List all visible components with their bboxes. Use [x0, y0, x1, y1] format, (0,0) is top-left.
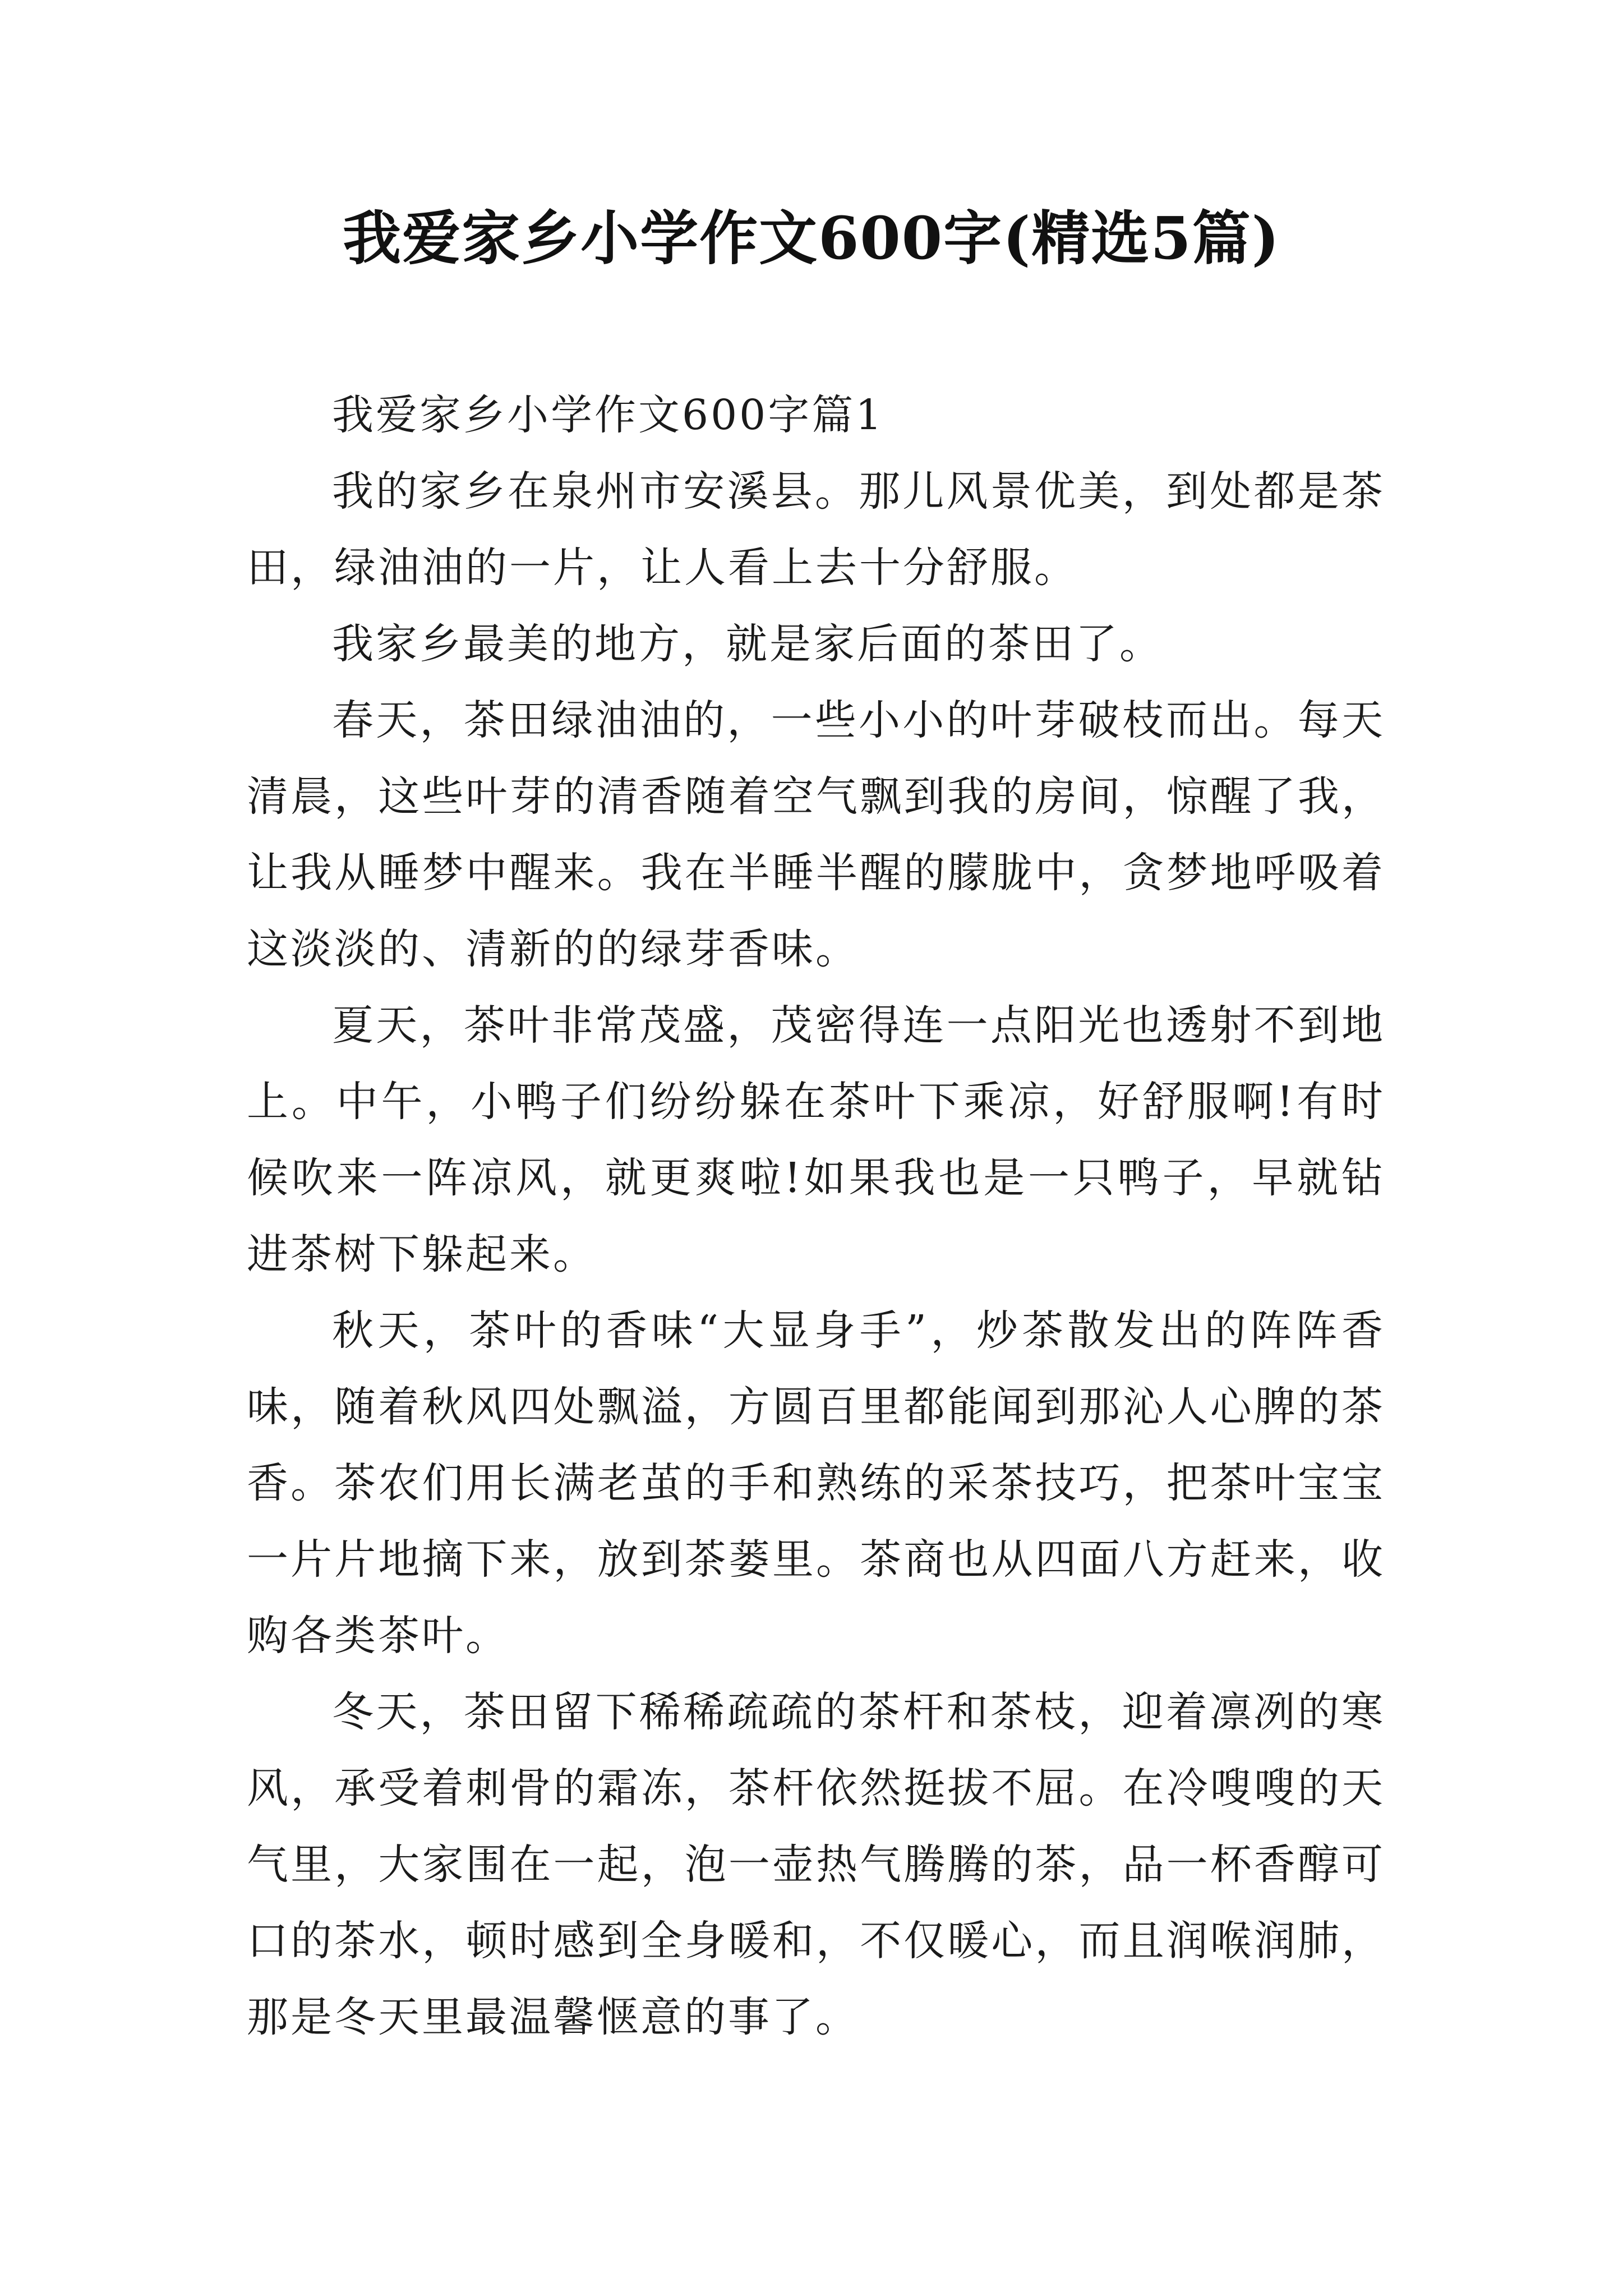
essay-body — [247, 377, 1385, 2055]
document-title: 我爱家乡小学作文600字(精选5篇) — [343, 204, 1280, 273]
paragraph: 我的家乡在泉州市安溪县。那儿风景优美，到处都是茶田，绿油油的一片，让人看上去十分舒服。 — [247, 467, 1385, 592]
paragraph: 春天，茶田绿油油的，一些小小的叶芽破枝而出。每天清晨，这些叶芽的清香随着空气飘到我的房间，惊醒了我，让我从睡梦中醒来。我在半睡半醒的朦胧中，贪梦地呼吸着这淡淡的、清新的的绿芽香味。 — [247, 696, 1385, 973]
paragraph: 冬天，茶田留下稀稀疏疏的茶杆和茶枝，迎着凛冽的寒风，承受着刺骨的霜冻，茶杆依然挺拔不屈。在冷嗖嗖的天气里，大家围在一起，泡一壶热气腾腾的茶，品一杯香醇可口的茶水，顿时感到全身暖和，不仅暖心，而且润喉润肺，那是冬天里最温馨惬意的事了。 — [247, 1688, 1385, 2041]
paragraph: 夏天，茶叶非常茂盛，茂密得连一点阳光也透射不到地上。中午，小鸭子们纷纷躲在茶叶下乘凉，好舒服啊!有时候吹来一阵凉风，就更爽啦!如果我也是一只鸭子，早就钻进茶树下躲起来。 — [247, 1001, 1385, 1278]
section-heading: 我爱家乡小学作文600字篇1 — [332, 391, 884, 439]
paragraph: 我家乡最美的地方，就是家后面的茶田了。 — [332, 620, 1163, 668]
paragraph: 秋天，茶叶的香味“大显身手”，炒茶散发出的阵阵香味，随着秋风四处飘溢，方圆百里都能闻到那沁人心脾的茶香。茶农们用长满老茧的手和熟练的采茶技巧，把茶叶宝宝一片片地摘下来，放到茶蒌里。茶商也从四面八方赶来，收购各类茶叶。 — [247, 1306, 1385, 1660]
